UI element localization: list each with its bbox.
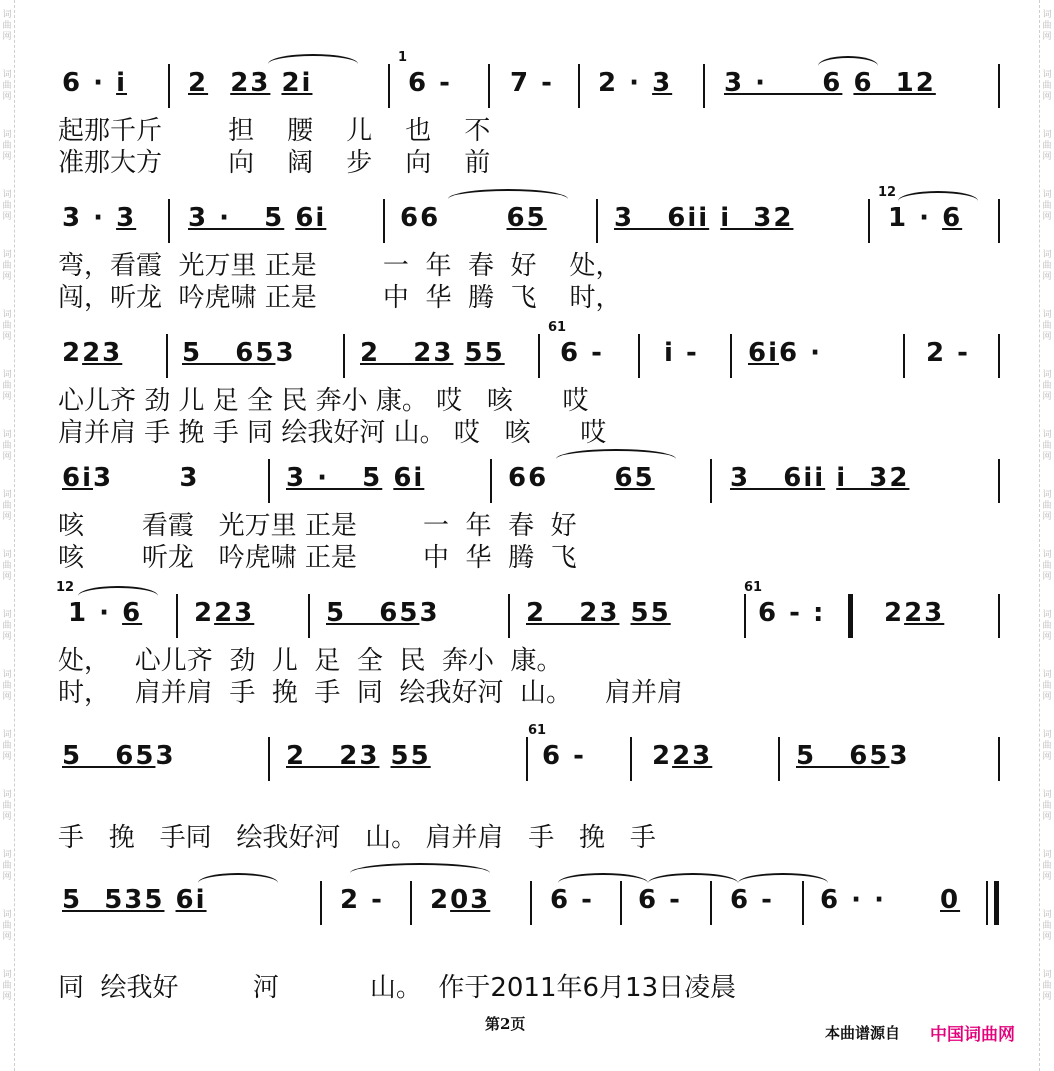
watermark-text: 词 曲 网 [2, 10, 12, 42]
lyric-line-2: 咳 听龙 吟虎啸 正是 中 华 腾 飞 [58, 543, 577, 573]
watermark-text: 词 曲 网 [2, 790, 12, 822]
watermark-text: 词 曲 网 [1042, 190, 1052, 222]
watermark-text: 词 曲 网 [1042, 970, 1052, 1002]
watermark-text: 词 曲 网 [2, 970, 12, 1002]
notation-line: 6i3 3 3 · 5 6i 66 65 3 6ii i 32 [58, 455, 1008, 505]
site-name[interactable]: 中国词曲网 [930, 1025, 1015, 1045]
watermark-text: 词 曲 网 [1042, 370, 1052, 402]
notation-line: 6 · i 2 23 2i 1 6 - 7 - 2 · 3 3 · 6 6 12 [58, 60, 1008, 110]
watermark-text: 词 曲 网 [2, 430, 12, 462]
lyric-line-1: 手 挽 手同 绘我好河 山。 肩并肩 手 挽 手 [58, 823, 656, 853]
music-system-6 [58, 723, 1008, 853]
notation-line: 12 1 · 6 223 5 653 2 23 55 61 6 - : 223 [58, 590, 1008, 640]
watermark-text: 词 曲 网 [1042, 490, 1052, 522]
watermark-text: 词 曲 网 [2, 70, 12, 102]
music-system-5 [56, 580, 1008, 708]
lyric-line-1: 弯，看霞 光万里 正是 一 年 春 好 处， [58, 251, 622, 281]
watermark-text: 词 曲 网 [2, 370, 12, 402]
music-system-2 [58, 185, 1008, 313]
watermark-text: 词 曲 网 [1042, 850, 1052, 882]
watermark-text: 词 曲 网 [1042, 70, 1052, 102]
watermark-text: 词 曲 网 [1042, 790, 1052, 822]
lyric-line-2: 肩并肩 手 挽 手 同 绘我好河 山。 哎 咳 哎 [58, 418, 607, 448]
watermark-text: 词 曲 网 [2, 250, 12, 282]
watermark-text: 词 曲 网 [2, 850, 12, 882]
lyric-line-2: 准那大方 向 阔 步 向 前 [58, 148, 491, 178]
watermark-text: 词 曲 网 [1042, 10, 1052, 42]
watermark-text: 词 曲 网 [1042, 730, 1052, 762]
lyric-line-1: 咳 看霞 光万里 正是 一 年 春 好 [58, 511, 577, 541]
music-system-7 [58, 877, 1008, 1003]
source-label: 本曲谱源自 [825, 1024, 901, 1042]
notation-line: 5 535 6i 2 - 203 6 - 6 - 6 - 6 · · 0 [58, 877, 1008, 927]
watermark-text: 词 曲 网 [1042, 910, 1052, 942]
watermark-text: 词 曲 网 [2, 550, 12, 582]
music-system-4 [58, 455, 1008, 573]
watermark-text: 词 曲 网 [2, 190, 12, 222]
watermark-text: 词 曲 网 [1042, 610, 1052, 642]
notation-line: 3 · 3 3 · 5 6i 66 65 3 6ii i 32 12 1 · 6 [58, 195, 1008, 245]
watermark-text: 词 曲 网 [1042, 670, 1052, 702]
watermark-text: 词 曲 网 [2, 610, 12, 642]
notation-line: 5 653 2 23 55 61 6 - 223 5 653 [58, 733, 1008, 783]
watermark-text: 词 曲 网 [1042, 550, 1052, 582]
watermark-text: 词 曲 网 [2, 130, 12, 162]
watermark-text: 词 曲 网 [2, 670, 12, 702]
music-system-1 [58, 50, 1008, 178]
watermark-text: 词 曲 网 [2, 490, 12, 522]
lyric-line-1: 心儿齐 劲 儿 足 全 民 奔小 康。 哎 咳 哎 [58, 386, 589, 416]
lyric-line-2: 时， 肩并肩 手 挽 手 同 绘我好河 山。 肩并肩 [58, 678, 684, 708]
lyric-line-1: 处， 心儿齐 劲 儿 足 全 民 奔小 康。 [58, 646, 563, 676]
right-margin-watermark [1039, 0, 1054, 1071]
watermark-text: 词 曲 网 [2, 730, 12, 762]
watermark-text: 词 曲 网 [1042, 430, 1052, 462]
watermark-text: 词 曲 网 [2, 910, 12, 942]
lyric-line-1: 同 绘我好 河 山。 作于2011年6月13日凌晨 [58, 973, 737, 1003]
left-margin-watermark [0, 0, 15, 1071]
notation-line: 223 5 653 2 23 55 61 6 - i - 6i6 · 2 - [58, 330, 1008, 380]
lyric-line-2: 闯，听龙 吟虎啸 正是 中 华 腾 飞 时， [58, 283, 622, 313]
page-number: 第2页 [485, 1015, 526, 1033]
watermark-text: 词 曲 网 [1042, 310, 1052, 342]
watermark-text: 词 曲 网 [2, 310, 12, 342]
music-system-3 [58, 320, 1008, 448]
watermark-text: 词 曲 网 [1042, 250, 1052, 282]
watermark-text: 词 曲 网 [1042, 130, 1052, 162]
lyric-line-1: 起那千斤 担 腰 儿 也 不 [58, 116, 491, 146]
